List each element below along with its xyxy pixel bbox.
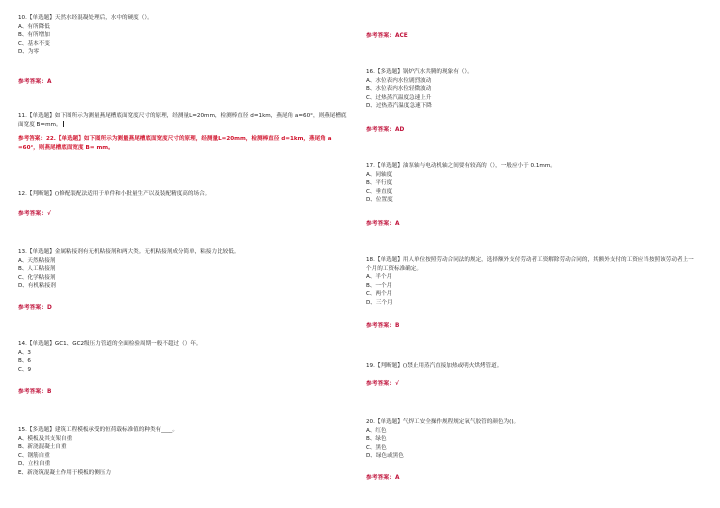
option: D、为零 bbox=[18, 49, 40, 56]
question-stem: 16.【多选题】锅炉汽水共腾的现象有（）。 bbox=[366, 69, 473, 75]
highlighted-answer-text: 参考答案：22.【单选题】如下图所示为测量燕尾槽底面宽度尺寸的原理，经测量L=20mm，检测棒直径 d=1km，燕尾角 a =60°，则燕尾槽底面宽度 B= mm。 bbox=[18, 136, 332, 151]
option: B、6 bbox=[18, 358, 31, 365]
option: B、人工粘接剂 bbox=[18, 266, 56, 273]
question-stem: 11.【单选题】如下图所示为测量燕尾槽底面宽度尺寸的原理，经测量L=20mm，检测棒直径 d=1km，燕尾角 a=60°，则燕尾槽底面宽度 B=mm。 bbox=[18, 113, 347, 128]
option: A、3 bbox=[18, 349, 31, 356]
option: C、黑色 bbox=[366, 444, 387, 451]
option: A、模板及其支架自重 bbox=[18, 435, 73, 442]
option: C、两个月 bbox=[366, 291, 393, 298]
question-stem: 14.【单选题】GC1、GC2级压力管道的全面检验周期一般不超过（）年。 bbox=[18, 341, 202, 347]
option: C、垂直度 bbox=[366, 188, 393, 195]
option: B、水位表内水位轻微波动 bbox=[366, 86, 432, 93]
option: B、有所增加 bbox=[18, 32, 50, 39]
option: C、基本不变 bbox=[18, 40, 50, 47]
question-stem: 17.【单选题】油泵轴与电动机轴之间要有较高的（），一般应小于 0.1mm。 bbox=[366, 163, 556, 169]
question-stem: 20.【单选题】气焊工安全操作规程规定氧气胶管的颜色为()。 bbox=[366, 419, 520, 425]
option: A、红色 bbox=[366, 427, 387, 434]
option: D、过热蒸汽温度急速下降 bbox=[366, 103, 432, 110]
answer-label: 参考答案：A bbox=[366, 475, 400, 481]
answer-label: 参考答案：AD bbox=[366, 127, 405, 133]
option: C、钢筋自重 bbox=[18, 452, 50, 459]
option: C、过热蒸汽温度急速上升 bbox=[366, 94, 432, 101]
question-14 bbox=[18, 340, 348, 395]
question-12 bbox=[18, 190, 348, 217]
question-17 bbox=[366, 162, 696, 227]
option: B、平行度 bbox=[366, 180, 393, 187]
answer-label: 参考答案：√ bbox=[366, 381, 399, 387]
option: E、新浇筑混凝土作用于模板的侧压力 bbox=[18, 469, 112, 476]
option: D、立柱自重 bbox=[18, 461, 51, 468]
question-15 bbox=[18, 426, 348, 478]
question-20 bbox=[366, 418, 696, 481]
question-stem: 18.【单选题】用人单位按照劳动合同法的规定，选择额外支付劳动者工资解除劳动合同的，其额外支付的工资应当按照该劳动者上一个月的工资标准确定。 bbox=[366, 257, 694, 272]
question-18 bbox=[366, 256, 696, 329]
option: B、绿色 bbox=[366, 436, 387, 443]
option: D、绿色或黑色 bbox=[366, 453, 404, 460]
option: A、同轴度 bbox=[366, 171, 393, 178]
option: A、水位表内水位剧烈波动 bbox=[366, 77, 432, 84]
question-11 bbox=[18, 112, 348, 152]
answer-label: 参考答案：A bbox=[18, 79, 52, 85]
answer-label: 参考答案：A bbox=[366, 221, 400, 227]
option: C、9 bbox=[18, 366, 32, 373]
option: D、位置度 bbox=[366, 197, 393, 204]
answer-label: 参考答案：D bbox=[18, 305, 52, 311]
question-10 bbox=[18, 14, 348, 85]
text-cursor bbox=[63, 121, 64, 127]
question-16 bbox=[366, 68, 696, 133]
option: D、三个月 bbox=[366, 299, 393, 306]
option: B、一个月 bbox=[366, 282, 393, 289]
question-stem: 19.【判断题】()禁止用蒸汽直接加热或明火烘烤管道。 bbox=[366, 363, 503, 369]
option: B、新浇混凝土自重 bbox=[18, 444, 67, 451]
question-stem: 10.【单选题】天然水经混凝处理后，水中的硬度（）。 bbox=[18, 15, 153, 21]
answer-label: 参考答案：B bbox=[366, 323, 400, 329]
question-stem: 12.【判断题】()修配装配法适用于单件和小批量生产以及装配精度高的场合。 bbox=[18, 191, 211, 197]
question-13 bbox=[18, 248, 348, 311]
question-19 bbox=[366, 362, 696, 387]
option: C、化学粘接剂 bbox=[18, 274, 56, 281]
option: D、有机粘接剂 bbox=[18, 283, 56, 290]
option: A、天然粘接剂 bbox=[18, 257, 56, 264]
answer-label: 参考答案：√ bbox=[18, 211, 51, 217]
question-stem: 13.【单选题】金属粘接剂有无机粘接剂和两大类。无机粘接剂成分简单，粘接力比较低。 bbox=[18, 249, 240, 255]
answer-label: 参考答案：B bbox=[18, 389, 52, 395]
option: A、半个月 bbox=[366, 274, 393, 281]
option: A、有所降低 bbox=[18, 23, 50, 30]
question-stem: 15.【多选题】建筑工程模板承受的恒荷载标准值的种类有____。 bbox=[18, 427, 178, 433]
answer-label: 参考答案：ACE bbox=[366, 33, 408, 39]
